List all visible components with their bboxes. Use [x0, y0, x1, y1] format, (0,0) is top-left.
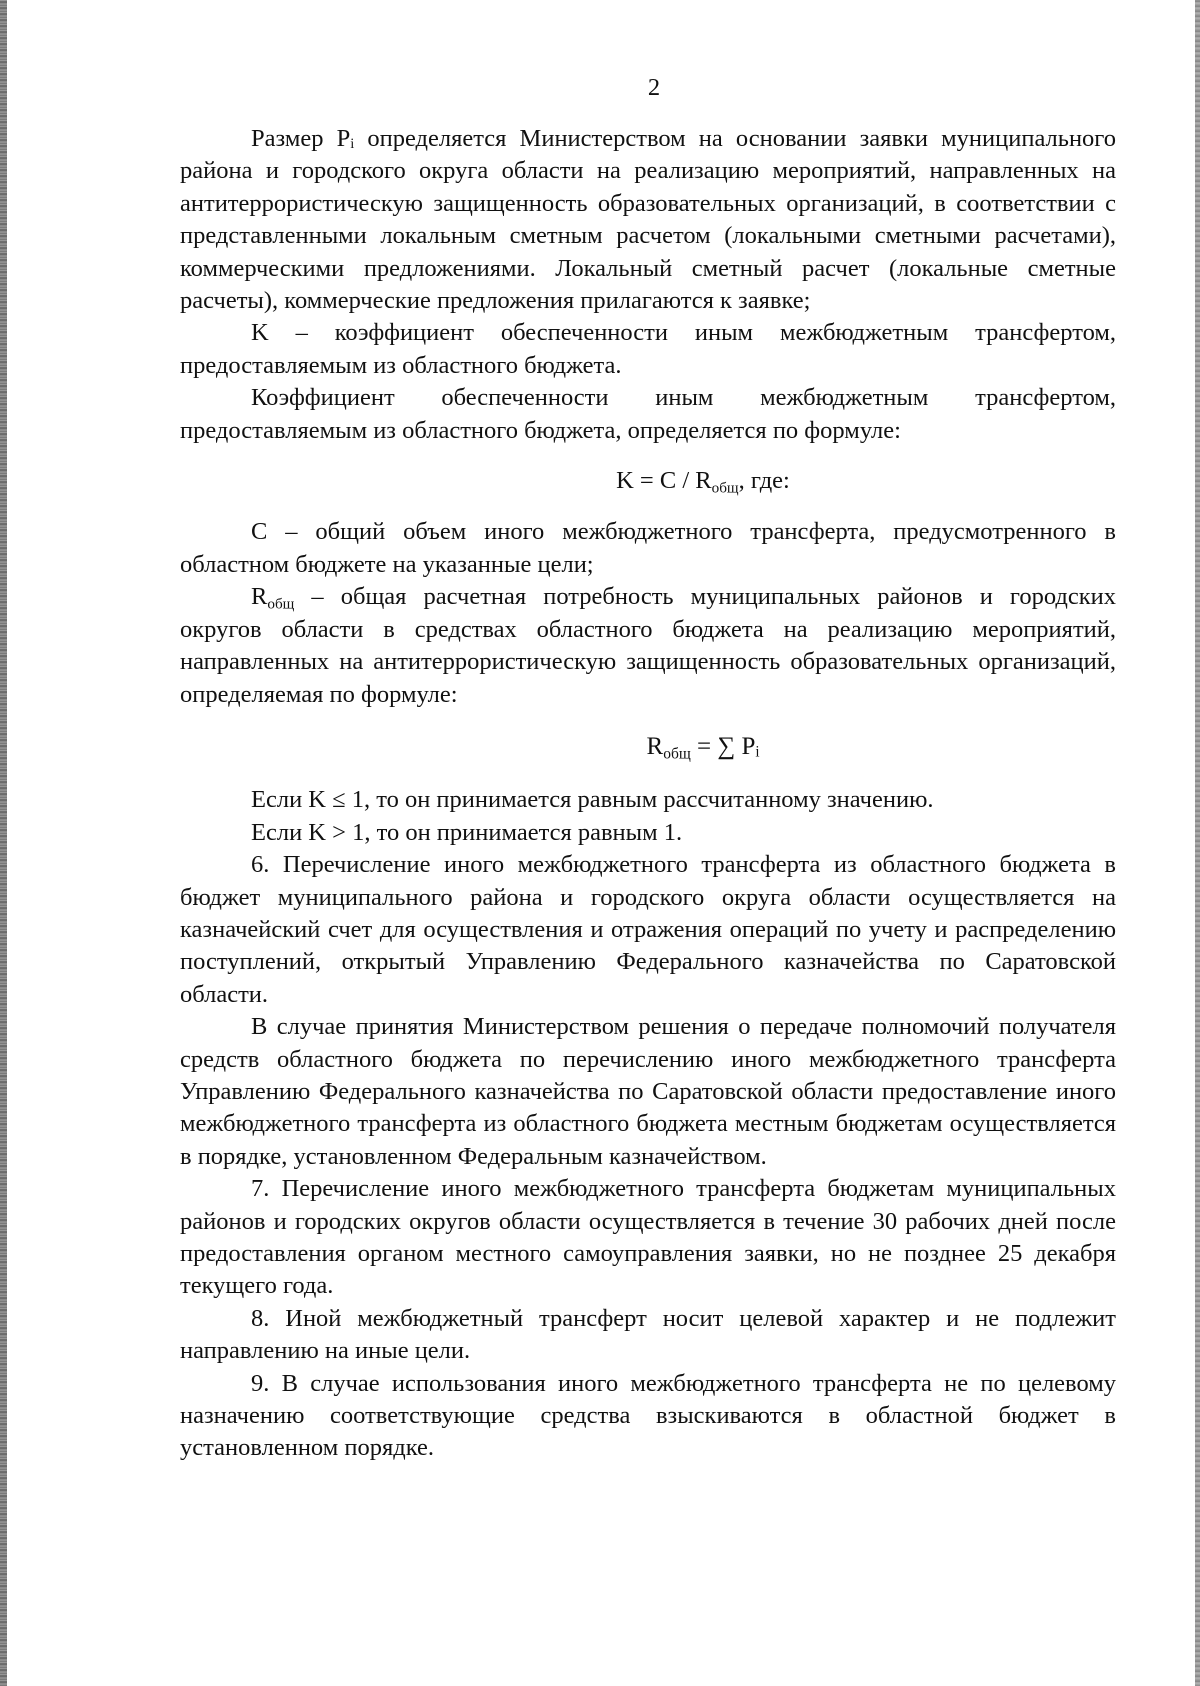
- r-definition-text: – общая расчетная потребность муниципальных районов и городских округов области в средствах областного бюджета на реализацию мероприятий, направленных на антитеррористическую защищенность образовательных организаций, определяемая по формуле:: [180, 583, 1116, 708]
- formula-r-start: R: [646, 732, 664, 760]
- paragraph-c-definition: C – общий объем иного межбюджетного трансферта, предусмотренного в областном бюджете на указанные цели;: [180, 518, 1116, 578]
- r-symbol: R: [251, 583, 268, 611]
- scan-edge-right: [1195, 0, 1200, 1686]
- paragraph-k-le-1: Если K ≤ 1, то он принимается равным рассчитанному значению.: [251, 786, 934, 814]
- document-page: [180, 72, 1116, 1465]
- paragraph-k-formula-intro: Коэффициент обеспеченности иным межбюджетным трансфертом, предоставляемым из областного бюджета, определяется по формуле:: [180, 384, 1116, 444]
- paragraph-r-definition: [180, 581, 1116, 711]
- formula-r: [290, 731, 1116, 763]
- formula-r-subscript: общ: [663, 745, 691, 763]
- formula-r-end: = ∑ Pᵢ: [690, 732, 760, 760]
- paragraph-treasury-powers: В случае принятия Министерством решения о передаче полномочий получателя средств областного бюджета по перечислению иного межбюджетного трансферта Управлению Федерального казначейства по Саратовской области предоставление иного межбюджетного трансферта из областного бюджета местным бюджетам осуществляется в порядке, установленном Федеральным казначейством.: [180, 1013, 1116, 1170]
- paragraph-item-6: 6. Перечисление иного межбюджетного трансферта из областного бюджета в бюджет муниципального района и городского округа области осуществляется на казначейский счет для осуществления и отражения операций по учету и распределению поступлений, открытый Управлению Федерального казначейства по Саратовской области.: [180, 851, 1116, 1008]
- paragraph-item-8: 8. Иной межбюджетный трансферт носит целевой характер и не подлежит направлению на иные цели.: [180, 1304, 1116, 1365]
- paragraph-item-9: 9. В случае использования иного межбюджетного трансферта не по целевому назначению соответствующие средства взыскиваются в областной бюджет в установленном порядке.: [180, 1369, 1116, 1462]
- paragraph-k-gt-1: Если K > 1, то он принимается равным 1.: [251, 818, 683, 846]
- paragraph-item-7: 7. Перечисление иного межбюджетного трансферта бюджетам муниципальных районов и городских округов области осуществляется в течение 30 рабочих дней после предоставления органом местного самоуправления заявки, но не позднее 25 декабря текущего года.: [180, 1175, 1116, 1300]
- formula-k-start: K = C / R: [616, 467, 712, 495]
- scan-edge-left: [0, 0, 7, 1686]
- page-number: 2: [647, 74, 661, 101]
- paragraph-k-definition: K – коэффициент обеспеченности иным межбюджетным трансфертом, предоставляемым из областного бюджета.: [180, 319, 1116, 379]
- formula-k: [290, 465, 1116, 497]
- formula-k-subscript: общ: [711, 479, 739, 497]
- formula-k-end: , где:: [738, 467, 790, 495]
- paragraph-size-definition: Размер Pᵢ определяется Министерством на основании заявки муниципального района и городского округа области на реализацию мероприятий, направленных на антитеррористическую защищенность образовательных организаций, в соответствии с представленными локальным сметным расчетом (локальными сметными расчетами), коммерческими предложениями. Локальный сметный расчет (локальные сметные расчеты), коммерческие предложения прилагаются к заявке;: [180, 125, 1116, 315]
- r-subscript: общ: [267, 595, 295, 613]
